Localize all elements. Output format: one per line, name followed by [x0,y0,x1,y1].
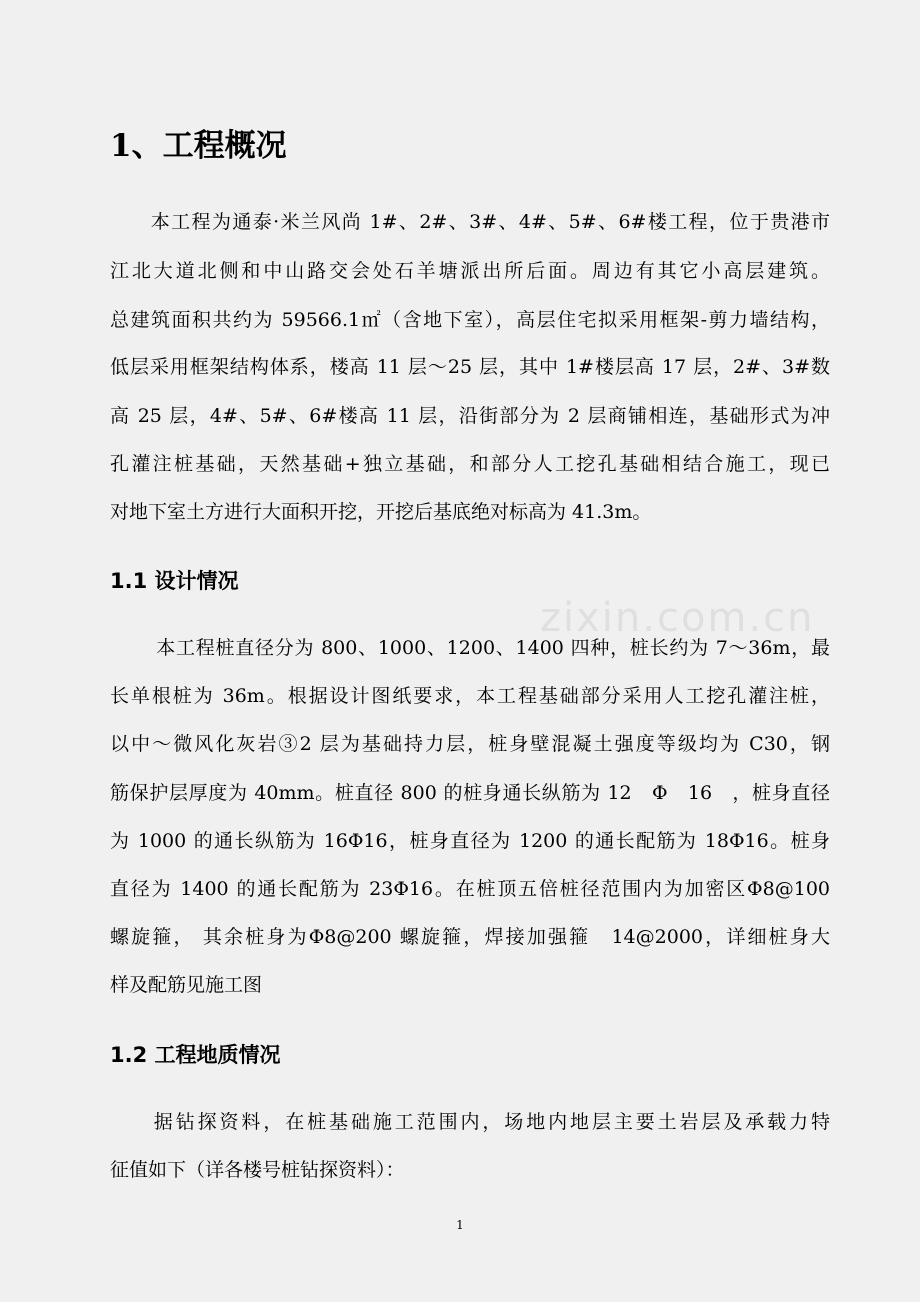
paragraph-line: 长单根桩为 36m。根据设计图纸要求，本工程基础部分采用人工挖孔灌注桩， [110,685,830,707]
chapter-heading: 1、工程概况 [110,128,287,164]
paragraph-line: 总建筑面积共约为 59566.1㎡（含地下室），高层住宅拟采用框架-剪力墙结构， [110,309,830,331]
paragraph-line: 为 1000 的通长纵筋为 16Φ16，桩身直径为 1200 的通长配筋为 18Φ16。桩身 [110,830,830,852]
paragraph-line: 螺旋箍， 其余桩身为Φ8@200 螺旋箍，焊接加强箍 14@2000，详细桩身大 [110,926,830,948]
paragraph-line: 以中～微风化灰岩③2 层为基础持力层，桩身壁混凝土强度等级均为 C30，钢 [110,733,830,755]
paragraph-line: 低层采用框架结构体系，楼高 11 层～25 层，其中 1#楼层高 17 层，2#、3#数 [110,356,830,378]
watermark: zixin.com.cn [540,595,815,641]
paragraph-line: 筋保护层厚度为 40mm。桩直径 800 的桩身通长纵筋为 12 Φ 16 ，桩身直径 [110,782,830,804]
paragraph-line: 本工程为通泰·米兰风尚 1#、2#、3#、4#、5#、6#楼工程，位于贵港市 [110,211,830,233]
paragraph-line: 征值如下（详各楼号桩钻探资料）： [110,1159,405,1181]
paragraph-line: 直径为 1400 的通长配筋为 23Φ16。在桩顶五倍桩径范围内为加密区Φ8@100 [110,878,830,900]
section-heading-geology: 1.2 工程地质情况 [110,1043,281,1067]
paragraph-line: 样及配筋见施工图 [110,974,263,996]
paragraph-line: 本工程桩直径分为 800、1000、1200、1400 四种，桩长约为 7～36m，最 [110,637,830,659]
paragraph-line: 孔灌注桩基础，天然基础+独立基础，和部分人工挖孔基础相结合施工，现已 [110,453,830,475]
paragraph-line: 对地下室土方进行大面积开挖，开挖后基底绝对标高为 41.3m。 [110,501,652,523]
paragraph-line: 江北大道北侧和中山路交会处石羊塘派出所后面。周边有其它小高层建筑。 [110,260,830,282]
page-number: 1 [456,1218,464,1232]
paragraph-line: 据钻探资料，在桩基础施工范围内，场地内地层主要土岩层及承载力特 [110,1111,830,1133]
section-heading-design: 1.1 设计情况 [110,569,239,593]
paragraph-line: 高 25 层，4#、5#、6#楼高 11 层，沿街部分为 2 层商铺相连，基础形式为冲 [110,405,830,427]
